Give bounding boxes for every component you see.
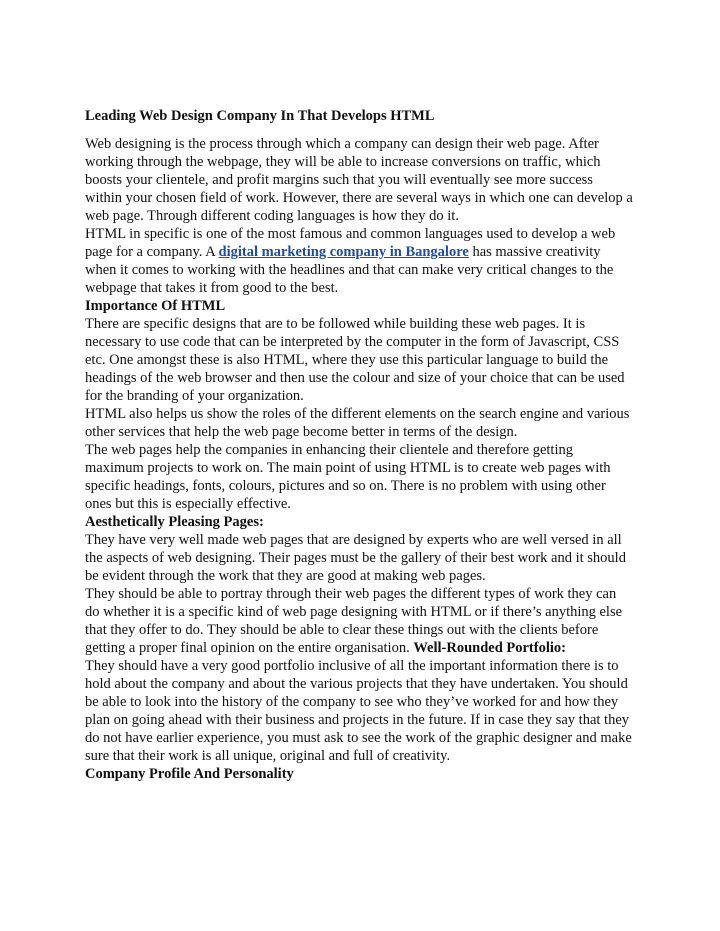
paragraph-portray <box>85 585 633 657</box>
heading-aesthetic: Aesthetically Pleasing Pages: <box>85 514 264 530</box>
paragraph-text: HTML in specific is one of the most famous and common languages used to develop a web page for a company. A <box>85 226 616 260</box>
heading-profile: Company Profile And Personality <box>85 766 294 782</box>
heading-portfolio: Well-Rounded Portfolio: <box>413 640 566 656</box>
heading-importance: Importance Of HTML <box>85 298 226 314</box>
document-title: Leading Web Design Company In That Develops HTML <box>85 108 435 124</box>
paragraph-text: They should be able to portray through their web pages the different types of work they can do whether it is a specific kind of web page designing with HTML or if there’s anything else that they offer to do. They should be able to clear these things out with the clients before getting a proper final opinion on the entire organisation. <box>85 586 623 656</box>
paragraph-roles: HTML also helps us show the roles of the different elements on the search engine and various other services that help the web page become better in terms of the design. <box>85 406 630 440</box>
paragraph-designs: There are specific designs that are to be followed while building these web pages. It is necessary to use code that can be interpreted by the computer in the form of Javascript, CSS etc. One amongst these is also HTML, where they use this particular language to build the headings of the web browser and then use the colour and size of your choice that can be used for the branding of your organization. <box>85 316 625 404</box>
paragraph-portfolio: They should have a very good portfolio inclusive of all the important information there is to hold about the company and about the various projects that they have undertaken. You should be able to look into the history of the company to see who they’ve worked for and how they plan on going ahead with their business and projects in the future. If in case they say that they do not have earlier experience, you must ask to see the work of the graphic designer and make sure that their work is all unique, original and full of creativity. <box>85 658 632 764</box>
paragraph-intro: Web designing is the process through which a company can design their web page. After working through the webpage, they will be able to increase conversions on traffic, which boosts your clientele, and profit margins such that you will eventually see more success within your chosen field of work. However, there are several ways in which one can develop a web page. Through different coding languages is how they do it. <box>85 136 633 224</box>
paragraph-html-specific <box>85 225 633 297</box>
digital-marketing-link[interactable]: digital marketing company in Bangalore <box>218 244 469 260</box>
paragraph-text: has massive creativity when it comes to working with the headlines and that can make very critical changes to the webpage that takes it from good to the best. <box>85 244 614 296</box>
paragraph-clientele: The web pages help the companies in enhancing their clientele and therefore getting maximum projects to work on. The main point of using HTML is to create web pages with specific headings, fonts, colours, pictures and so on. There is no problem with using other ones but this is especially effective. <box>85 442 611 512</box>
document-page <box>85 107 633 783</box>
paragraph-well-made: They have very well made web pages that are designed by experts who are well versed in all the aspects of web designing. Their pages must be the gallery of their best work and it should be evident through the work that they are good at making web pages. <box>85 532 626 584</box>
